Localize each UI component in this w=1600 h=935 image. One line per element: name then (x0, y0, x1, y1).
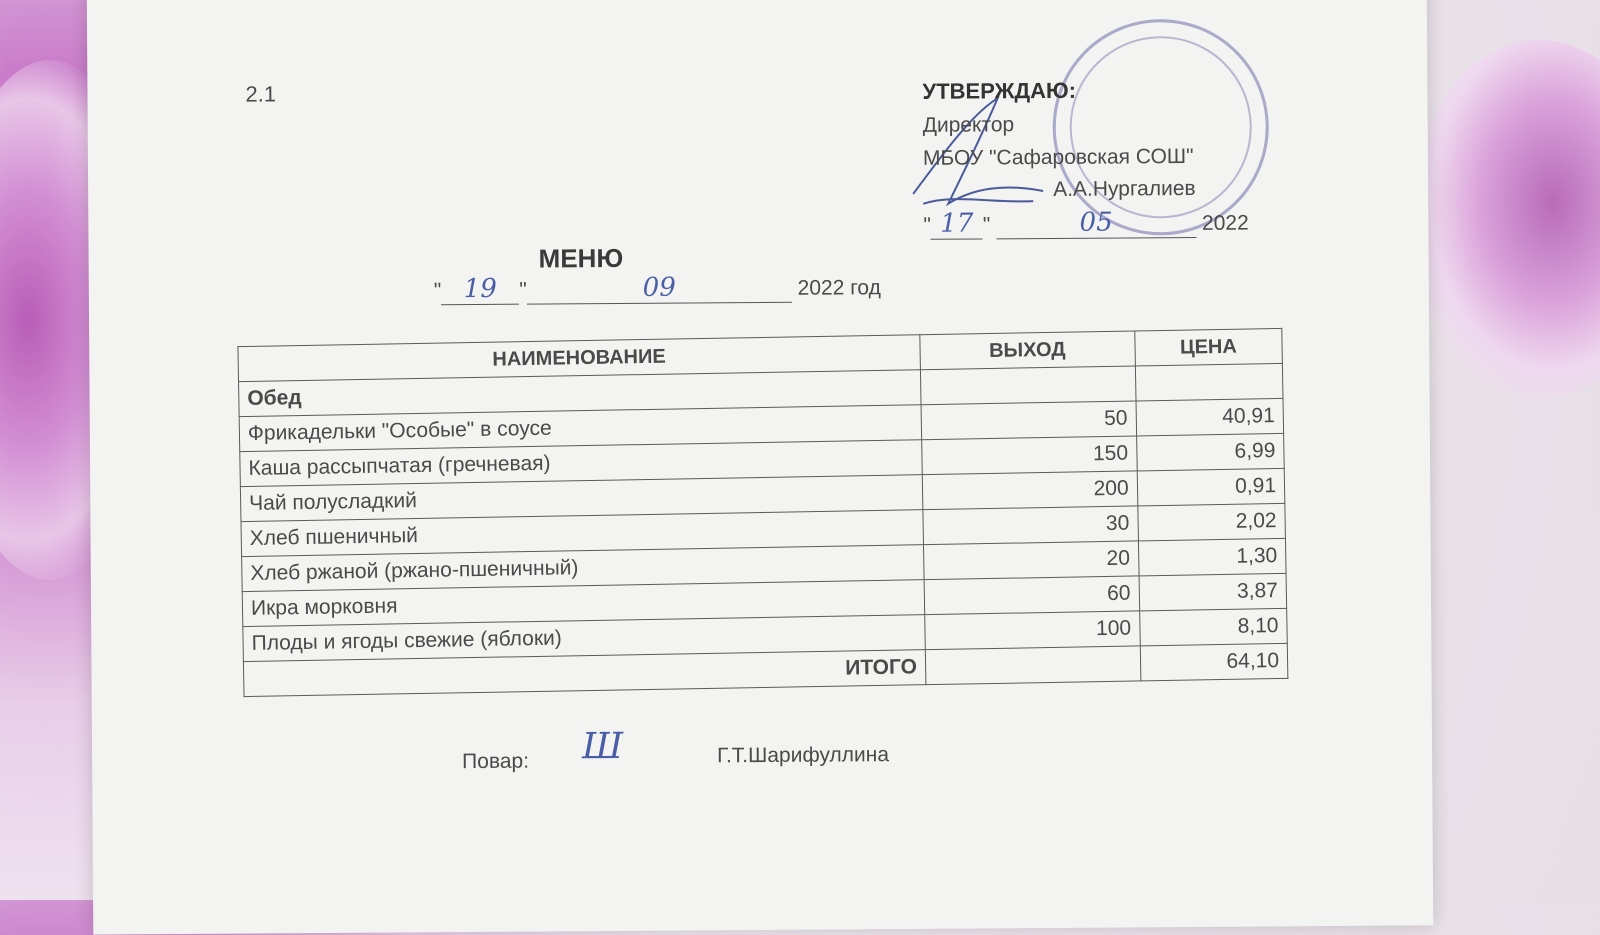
total-label: ИТОГО (243, 650, 925, 697)
item-name: Икра морковня (242, 580, 924, 627)
approval-position: Директор (922, 113, 1015, 137)
item-name: Каша рассыпчатая (гречневая) (240, 440, 922, 487)
item-name: Хлеб ржаной (ржано-пшеничный) (242, 545, 924, 592)
item-output: 50 (921, 401, 1136, 440)
menu-document (87, 0, 1434, 935)
item-price: 3,87 (1139, 573, 1287, 611)
approval-day: 17 (931, 208, 983, 239)
item-price: 8,10 (1139, 608, 1287, 646)
item-price: 40,91 (1136, 398, 1284, 436)
menu-day: 19 (441, 274, 519, 306)
item-price: 6,99 (1136, 433, 1284, 471)
menu-table (237, 328, 1288, 697)
item-price: 0,91 (1137, 468, 1285, 506)
menu-title: МЕНЮ (538, 242, 624, 274)
item-name: Чай полусладкий (240, 475, 922, 522)
total-value: 64,10 (1140, 643, 1288, 681)
cook-name: Г.Т.Шарифуллина (717, 743, 890, 768)
approval-month: 05 (996, 207, 1196, 239)
cook-signature: Ш (581, 725, 624, 768)
item-output: 150 (921, 436, 1136, 475)
approval-date: " 17 " 05 2022 (923, 207, 1249, 239)
item-output: 100 (925, 611, 1140, 650)
item-output: 30 (923, 506, 1138, 545)
approval-title: УТВЕРЖДАЮ: (922, 77, 1077, 104)
item-output: 60 (924, 576, 1139, 615)
header-name: НАИМЕНОВАНИЕ (238, 335, 920, 382)
item-name: Плоды и ягоды свежие (яблоки) (243, 615, 925, 662)
official-stamp (1052, 18, 1270, 236)
item-price: 1,30 (1138, 538, 1286, 576)
approval-name: А.А.Нургалиев (1053, 176, 1196, 201)
approval-year: 2022 (1201, 211, 1249, 235)
menu-date: " 19 " 09 2022 год (433, 272, 881, 305)
header-output: ВЫХОД (920, 331, 1135, 370)
background-flower-right (1410, 40, 1600, 400)
header-price: ЦЕНА (1134, 328, 1282, 366)
item-output: 200 (922, 471, 1137, 510)
item-name: Хлеб пшеничный (241, 510, 923, 557)
cook-label: Повар: (462, 749, 530, 774)
approval-organization: МБОУ "Сафаровская СОШ" (922, 144, 1194, 170)
section-label: Обед (239, 370, 921, 417)
item-name: Фрикадельки "Особые" в соусе (239, 405, 921, 452)
item-price: 2,02 (1137, 503, 1285, 541)
item-output: 20 (923, 541, 1138, 580)
menu-year: 2022 год (797, 276, 881, 300)
menu-month: 09 (527, 272, 792, 305)
section-number: 2.1 (245, 81, 277, 107)
